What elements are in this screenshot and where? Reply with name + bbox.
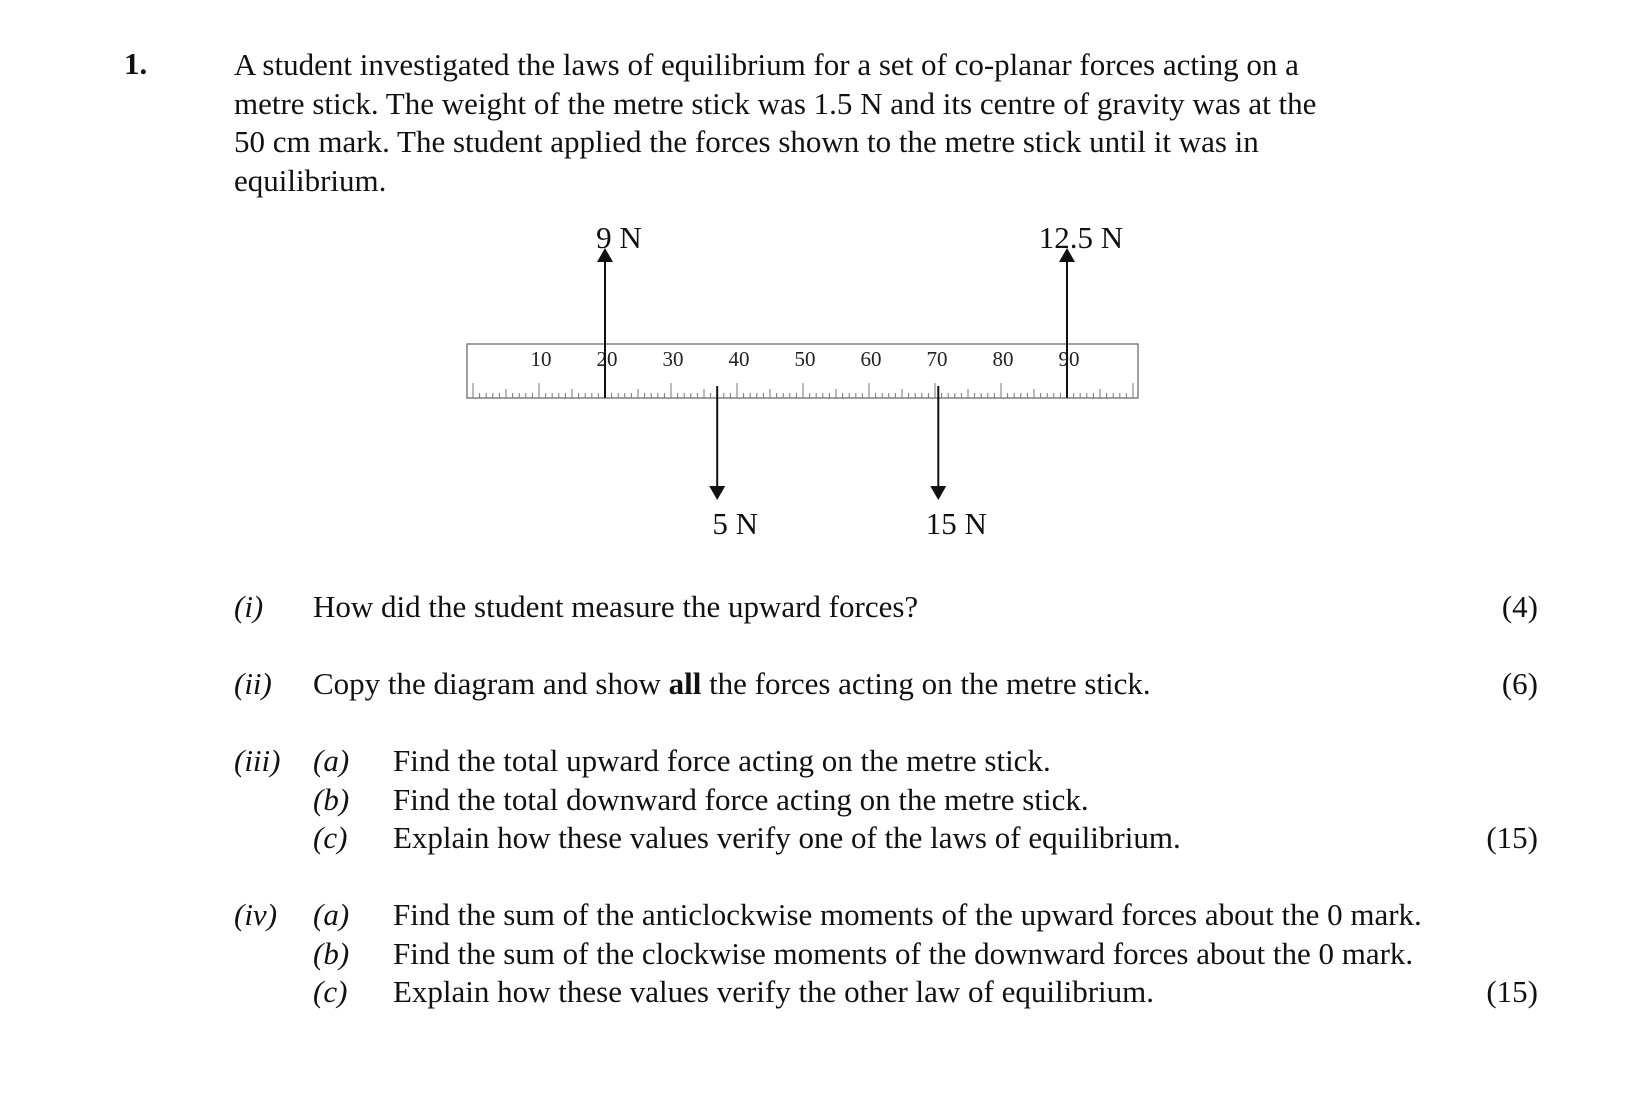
scale-label: 20 xyxy=(596,347,618,371)
part-iv-c xyxy=(313,973,347,1012)
part-i xyxy=(234,588,263,627)
force-arrow-down xyxy=(926,386,987,541)
force-label: 9 N xyxy=(596,220,642,255)
arrowhead xyxy=(709,486,725,500)
part-iii-marks: (15) xyxy=(1486,820,1538,855)
part-ii xyxy=(234,665,272,704)
part-ii-marks: (6) xyxy=(1501,666,1538,701)
part-iii-c xyxy=(313,819,347,858)
part-ii-text-after: the forces acting on the metre stick. xyxy=(701,666,1151,701)
part-iv-b xyxy=(313,935,349,974)
force-arrow-down xyxy=(709,386,758,541)
scale-labels xyxy=(531,347,1080,371)
part-iv-c-text: Explain how these values verify the other law of equilibrium. xyxy=(393,974,1155,1009)
intro-line: A student investigated the laws of equilibrium for a set of co-planar forces acting on a xyxy=(234,47,1299,82)
part-ii-text xyxy=(313,665,1151,704)
subpart-letter: (a) xyxy=(313,743,350,778)
force-label: 12.5 N xyxy=(1038,220,1124,255)
subpart-letter: (c) xyxy=(313,974,348,1009)
scale-label: 70 xyxy=(926,347,948,371)
scale-label: 10 xyxy=(530,347,552,371)
force-label: 5 N xyxy=(712,506,759,541)
part-iv-a-text: Find the sum of the anticlockwise moments of the upward forces about the 0 mark. xyxy=(393,897,1422,932)
part-i-number: (i) xyxy=(234,589,264,624)
scale-label: 60 xyxy=(860,347,882,371)
scale-label: 90 xyxy=(1058,347,1080,371)
intro-line: metre stick. The weight of the metre stick was 1.5 N and its centre of gravity was at the xyxy=(234,85,1317,121)
scale-label: 50 xyxy=(794,347,816,371)
intro-line: equilibrium. xyxy=(234,162,387,198)
scale-label: 40 xyxy=(728,347,750,371)
part-iii-a xyxy=(313,742,349,781)
part-iii-a-text: Find the total upward force acting on the metre stick. xyxy=(393,743,1051,778)
part-iii-c-text: Explain how these values verify one of the laws of equilibrium. xyxy=(393,820,1181,855)
subpart-letter: (c) xyxy=(313,820,348,855)
part-i-text: How did the student measure the upward forces? xyxy=(313,589,919,624)
part-iii-b xyxy=(313,781,349,820)
part-ii-text-bold: all xyxy=(668,666,702,701)
part-iv-b-text: Find the sum of the clockwise moments of the downward forces about the 0 mark. xyxy=(393,935,1414,971)
part-iv-a xyxy=(313,896,349,935)
part-ii-text-before: Copy the diagram and show xyxy=(313,666,669,701)
scale-label: 30 xyxy=(662,347,684,371)
part-iv xyxy=(234,896,277,935)
part-iv-marks: (15) xyxy=(1486,974,1538,1009)
part-iii-number: (iii) xyxy=(234,743,281,778)
subpart-letter: (b) xyxy=(313,935,350,971)
part-iv-number: (iv) xyxy=(234,897,278,932)
arrowhead xyxy=(930,486,946,500)
intro-line: 50 cm mark. The student applied the forces shown to the metre stick until it was in xyxy=(234,124,1259,159)
part-iii xyxy=(234,742,281,781)
scale-label: 80 xyxy=(992,347,1014,371)
subpart-letter: (a) xyxy=(313,897,350,932)
part-iii-b-text: Find the total downward force acting on the metre stick. xyxy=(393,781,1089,817)
part-ii-number: (ii) xyxy=(234,666,272,701)
part-i-marks: (4) xyxy=(1501,589,1538,624)
subpart-letter: (b) xyxy=(313,781,350,817)
question-number: 1. xyxy=(124,46,148,81)
force-label: 15 N xyxy=(925,506,987,541)
